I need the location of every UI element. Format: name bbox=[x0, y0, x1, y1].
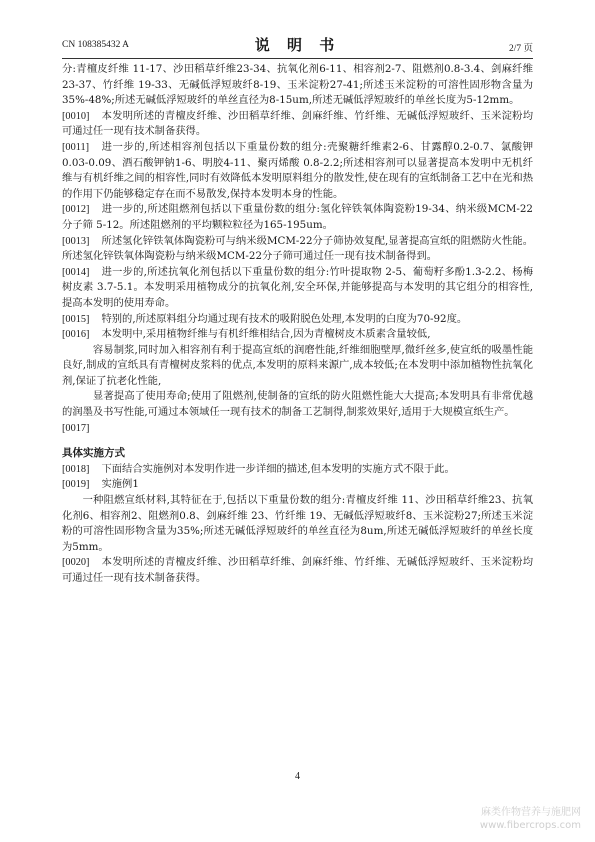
page-count: 2/7 页 bbox=[508, 44, 533, 54]
paragraph-0019 bbox=[62, 477, 533, 493]
paragraph-text: 本发明所述的青檀皮纤维、沙田稻草纤维、剑麻纤维、竹纤维、无碱低浮短玻纤、玉米淀粉均可通过任一现有技术制备获得。 bbox=[62, 109, 533, 138]
paragraph-0013 bbox=[62, 234, 533, 265]
watermark-url: www.fibercrops.com bbox=[479, 820, 581, 831]
paragraph-text: 本发明中,采用植物纤维与有机纤维相结合,因为青檀树皮木质素含量较低, bbox=[101, 328, 431, 341]
paragraph-0020 bbox=[62, 555, 533, 586]
paragraph-0016 bbox=[62, 327, 533, 343]
paragraph-0018 bbox=[62, 462, 533, 478]
paragraph-text: 进一步的,所述相容剂包括以下重量份数的组分:壳聚糖纤维素2-6、甘露醇0.2-0.7、氯酸钾0.03-0.09、酒石酸钾钠1-6、明胶4-11、聚丙烯酸 0.8-2.2;所述相容剂可以显著提高本发明中无机纤维与有机纤维之间的相容性,同时有效降低本发明原料组分的散发性,使在现有的宣纸制备工艺中在光和热的作用下仍能够稳定存在而不易散发,保持本发明本身的性能。 bbox=[62, 140, 533, 200]
paragraph-0012 bbox=[62, 202, 533, 233]
header-divider bbox=[62, 58, 533, 59]
paragraph-text: 进一步的,所述抗氧化剂包括以下重量份数的组分:竹叶提取物 2-5、葡萄籽多酚1.3-2.2、杨梅树皮素 3.7-5.1。本发明采用植物成分的抗氧化剂,安全环保,并能够提高与本发明的其它组分的相容性,提高本发明的使用寿命。 bbox=[62, 265, 533, 309]
paragraph-number: [0018] bbox=[62, 463, 90, 475]
paragraph-number: [0015] bbox=[62, 313, 90, 325]
paragraph-0014 bbox=[62, 265, 533, 312]
paragraph-0010 bbox=[62, 109, 533, 140]
paragraph-number: [0017] bbox=[62, 422, 90, 434]
watermark bbox=[480, 806, 581, 832]
watermark-title: 麻类作物营养与施肥网 bbox=[481, 807, 581, 818]
example-title: 实施例1 bbox=[101, 478, 139, 491]
section-heading: 具体实施方式 bbox=[62, 447, 125, 460]
paragraph-number: [0020] bbox=[62, 557, 90, 569]
paragraph-number: [0011] bbox=[62, 141, 90, 153]
paragraph-0011 bbox=[62, 140, 533, 202]
paragraph-number: [0019] bbox=[62, 479, 90, 491]
paragraph-text: 进一步的,所述阻燃剂包括以下重量份数的组分:氢化锌铁氧体陶瓷粉19-34、纳米级MCM-22分子筛 5-12。所述阻燃剂的平均颗粒粒径为165-195um。 bbox=[62, 203, 533, 231]
paragraph-text: 特别的,所述原料组分均通过现有技术的吸附脱色处理,本发明的白度为70-92度。 bbox=[101, 312, 468, 325]
page-header bbox=[62, 34, 533, 56]
paragraph-0016-continued: 容易制浆,同时加入相容剂有利于提高宣纸的润磨性能,纤维细胞壁厚,微纤丝多,使宣纸的吸墨性能良好,制成的宣纸具有青檀树皮浆料的优点,本发明的原料来源广,成本较低;在本发明中添加植物性抗氧化剂,保证了抗老化性能, bbox=[62, 343, 533, 387]
example-1-text: 一种阻燃宣纸材料,其特征在于,包括以下重量份数的组分:青檀皮纤维 11、沙田稻草纤维23、抗氧化剂6、相容剂2、阻燃剂0.8、剑麻纤维 23、竹纤维 19、无碱低浮短玻纤8、玉米淀粉27;所述玉米淀粉的可溶性固形物含量为35%;所述无碱低浮短玻纤的单丝直径为8um,所述无碱低浮短玻纤的单丝长度为5mm。 bbox=[62, 494, 533, 553]
paragraph-text: 下面结合实施例对本发明作进一步详细的描述,但本发明的实施方式不限于此。 bbox=[101, 462, 455, 475]
document-title: 说 明 书 bbox=[254, 36, 341, 54]
paragraph-0017 bbox=[62, 421, 533, 437]
paragraph-text: 所述氢化锌铁氧体陶瓷粉可与纳米级MCM-22分子筛协效复配,显著提高宣纸的阻燃防火性能。所述氢化锌铁氧体陶瓷粉与纳米级MCM-22分子筛可通过任一现有技术制备得到。 bbox=[62, 234, 533, 263]
document-number: CN 108385432 A bbox=[62, 40, 130, 50]
paragraph-number: [0012] bbox=[62, 204, 90, 216]
paragraph-number: [0014] bbox=[62, 266, 90, 278]
paragraph-number: [0016] bbox=[62, 329, 90, 341]
paragraph-0015 bbox=[62, 312, 533, 328]
paragraph-continuation: 分:青檀皮纤维 11-17、沙田稻草纤维23-34、抗氧化剂6-11、相容剂2-7、阻燃剂0.8-3.4、剑麻纤维 23-37、竹纤维 19-33、无碱低浮短玻纤8-19、玉米淀粉27-41;所述玉米淀粉的可溶性固形物含量为35%-48%;所述无碱低浮短玻纤的单丝直径为8-15um,所述无碱低浮短玻纤的单丝长度为5-12mm。 bbox=[62, 63, 533, 107]
paragraph-text: 本发明所述的青檀皮纤维、沙田稻草纤维、剑麻纤维、竹纤维、无碱低浮短玻纤、玉米淀粉均可通过任一现有技术制备获得。 bbox=[62, 556, 533, 584]
document-body bbox=[62, 62, 533, 587]
paragraph-number: [0013] bbox=[62, 235, 90, 247]
paragraph-number: [0010] bbox=[62, 110, 90, 122]
page-number: 4 bbox=[295, 771, 300, 782]
paragraph-0016-continued-2: 显著提高了使用寿命;使用了阻燃剂,使制备的宣纸的防火阻燃性能大大提高;本发明具有非常优越的润墨及书写性能,可通过本领域任一现有技术的制备工艺制得,制浆效果好,适用于大规模宣纸生产。 bbox=[62, 390, 533, 419]
